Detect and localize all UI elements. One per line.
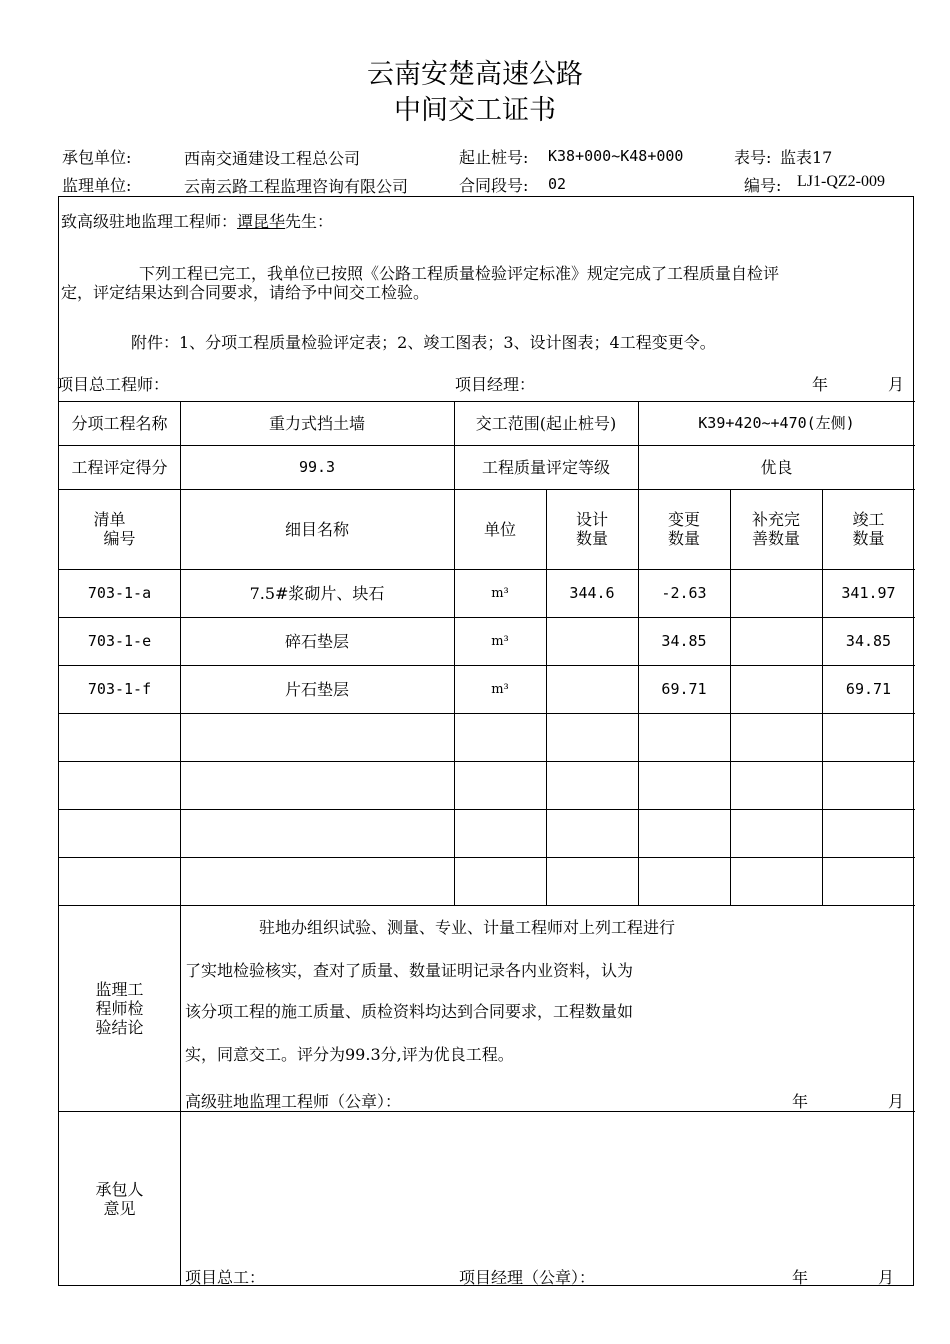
opinion-manager-label: 项目经理（公章）： xyxy=(459,1268,596,1287)
grade-value: 优良 xyxy=(760,457,793,477)
row3-final: 69.71 xyxy=(845,679,892,698)
row2-design xyxy=(546,617,638,665)
conclusion-line4: 实，同意交工。评分为99.3分,评为优良工程。 xyxy=(185,1045,514,1064)
scope-label: 交工范围(起止桩号) xyxy=(475,413,617,433)
score-value: 99.3 xyxy=(298,457,336,476)
certificate-form xyxy=(58,196,914,1286)
col-header-change: 变更 数量 xyxy=(667,510,700,548)
row2-name: 碎石垫层 xyxy=(284,631,349,651)
document-title-line2: 中间交工证书 xyxy=(394,95,556,126)
conclusion-line3: 该分项工程的施工质量、质检资料均达到合同要求，工程数量如 xyxy=(185,1002,634,1021)
engineer-name: 谭昆华 xyxy=(237,212,286,231)
salutation-prefix: 致高级驻地监理工程师： xyxy=(61,212,238,231)
rule xyxy=(59,905,915,906)
row1-supplement xyxy=(730,569,822,617)
col-header-code: 清单 编号 xyxy=(93,510,136,548)
conclusion-label: 监理工 程师检 验结论 xyxy=(95,979,144,1037)
serial-label: 编号: xyxy=(744,176,782,195)
contractor-label: 承包单位: xyxy=(62,148,132,167)
salutation-suffix: 先生： xyxy=(285,212,334,231)
scope-value: K39+420~+470(左侧) xyxy=(698,413,855,432)
letter-body-line2: 定，评定结果达到合同要求，请给予中间交工检验。 xyxy=(61,283,430,302)
opinion-chief-label: 项目总工： xyxy=(185,1268,266,1287)
row2-supplement xyxy=(730,617,822,665)
table-number-value: 监表17 xyxy=(780,148,833,167)
score-label: 工程评定得分 xyxy=(71,457,168,477)
row3-change: 69.71 xyxy=(661,679,707,698)
row2-change: 34.85 xyxy=(661,631,707,650)
row1-code: 703-1-a xyxy=(87,583,152,602)
attachments-note: 附件：1、分项工程质量检验评定表；2、竣工图表；3、设计图表；4工程变更令。 xyxy=(131,333,716,352)
letter-year-label: 年 xyxy=(812,375,829,394)
rule xyxy=(59,761,915,762)
col-header-unit: 单位 xyxy=(483,519,516,539)
supervisor-value: 云南云路工程监理咨询有限公司 xyxy=(184,177,409,196)
opinion-month-label: 月 xyxy=(878,1268,895,1287)
opinion-year-label: 年 xyxy=(792,1268,809,1287)
row2-unit: m³ xyxy=(491,633,509,649)
serial-value: LJ1-QZ2-009 xyxy=(797,173,885,190)
supervisor-label: 监理单位: xyxy=(62,176,132,195)
conclusion-month-label: 月 xyxy=(888,1092,905,1111)
col-header-design: 设计 数量 xyxy=(575,510,608,548)
row1-final: 341.97 xyxy=(841,583,896,602)
conclusion-line1: 驻地办组织试验、测量、专业、计量工程师对上列工程进行 xyxy=(259,918,676,937)
rule xyxy=(59,809,915,810)
item-name-value: 重力式挡土墙 xyxy=(268,413,365,433)
row1-unit: m³ xyxy=(491,585,509,601)
manager-label: 项目经理： xyxy=(455,375,536,394)
document-title-line1: 云南安楚高速公路 xyxy=(367,59,583,90)
opinion-label: 承包人 意见 xyxy=(95,1180,144,1218)
row1-name: 7.5#浆砌片、块石 xyxy=(249,583,385,603)
row3-code: 703-1-f xyxy=(87,679,152,698)
station-label: 起止桩号: xyxy=(459,148,529,167)
contract-label: 合同段号: xyxy=(459,176,529,195)
row2-code: 703-1-e xyxy=(87,631,152,650)
chief-engineer-label: 项目总工程师： xyxy=(57,375,170,394)
row3-supplement xyxy=(730,665,822,713)
col-header-supplement: 补充完 善数量 xyxy=(751,510,800,548)
salutation xyxy=(61,209,333,232)
station-value: K38+000~K48+000 xyxy=(548,147,684,165)
conclusion-year-label: 年 xyxy=(792,1092,809,1111)
letter-month-label: 月 xyxy=(888,375,905,394)
row1-design: 344.6 xyxy=(569,583,615,602)
row2-final: 34.85 xyxy=(845,631,892,650)
rule xyxy=(59,713,915,714)
row3-name: 片石垫层 xyxy=(284,679,349,699)
row1-change: -2.63 xyxy=(661,583,707,602)
supervisor-sign-label: 高级驻地监理工程师（公章）： xyxy=(185,1092,402,1111)
row3-design xyxy=(546,665,638,713)
rule xyxy=(59,857,915,858)
letter-body-line1: 下列工程已完工，我单位已按照《公路工程质量检验评定标准》规定完成了工程质量自检评 xyxy=(139,264,780,283)
conclusion-line2: 了实地检验核实，查对了质量、数量证明记录各内业资料，认为 xyxy=(185,961,634,980)
col-header-final: 竣工 数量 xyxy=(852,510,885,548)
col-header-name: 细目名称 xyxy=(284,519,349,539)
row3-unit: m³ xyxy=(491,681,509,697)
contractor-value: 西南交通建设工程总公司 xyxy=(184,149,361,168)
grade-label: 工程质量评定等级 xyxy=(481,457,610,477)
table-number-label: 表号: xyxy=(734,148,772,167)
contract-value: 02 xyxy=(548,175,567,193)
item-name-label: 分项工程名称 xyxy=(71,413,168,433)
